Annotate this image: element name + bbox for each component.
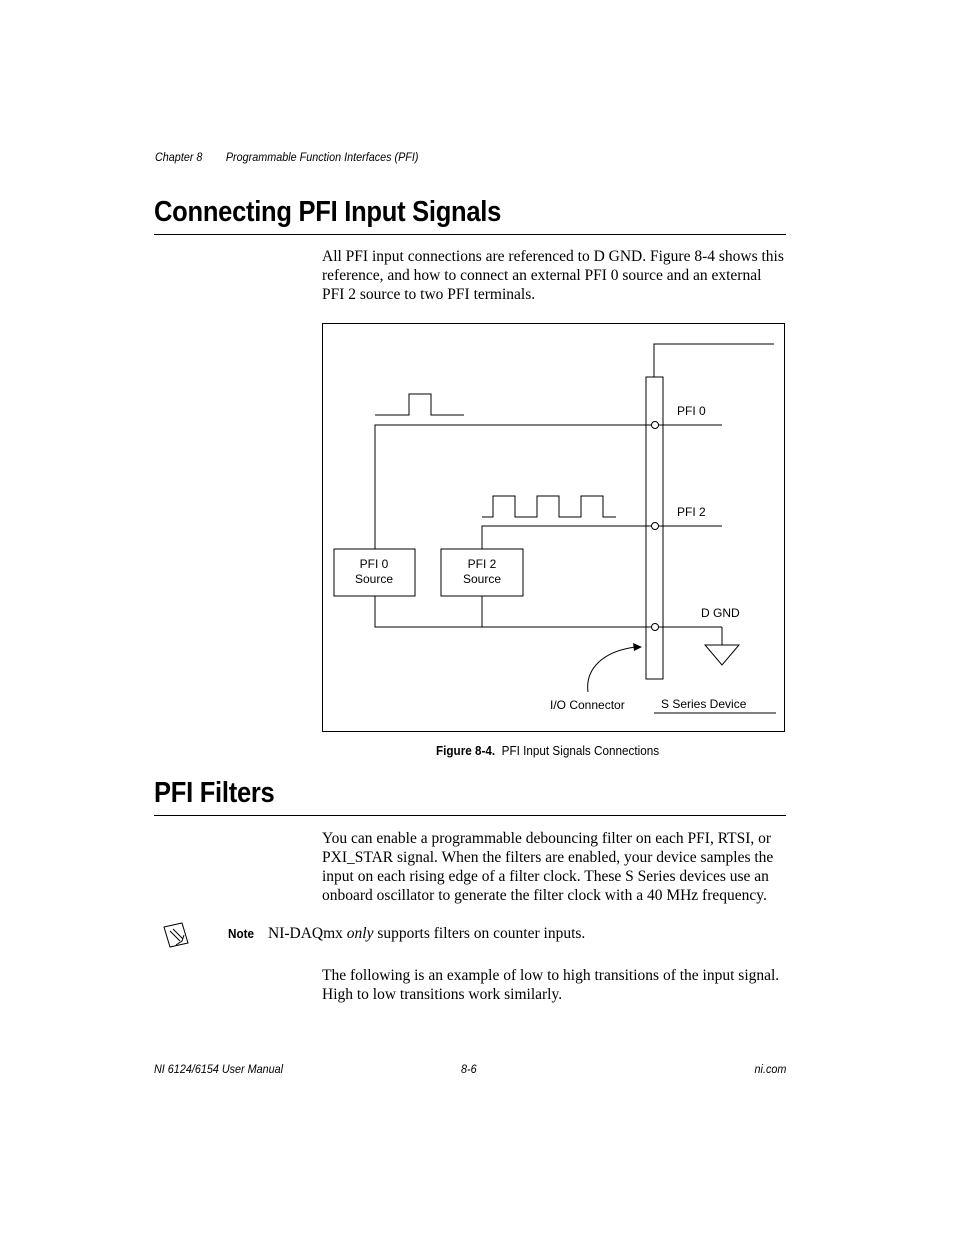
note-text <box>268 925 585 943</box>
figure-title: PFI Input Signals Connections <box>501 743 660 758</box>
paragraph-line: The following is an example of low to high transitions of the input signal. <box>322 967 780 984</box>
heading-rule <box>154 234 786 235</box>
chapter-number: Chapter 8 <box>155 150 203 164</box>
io-connector-arrow <box>588 647 636 692</box>
paragraph-line: onboard oscillator to generate the filter clock with a 40 MHz frequency. <box>322 887 767 904</box>
pfi-connection-diagram <box>323 324 786 733</box>
device-outline-top <box>654 344 774 377</box>
dgnd-terminal <box>652 624 659 631</box>
paragraph-line: PXI_STAR signal. When the filters are enabled, your device samples the <box>322 849 774 866</box>
paragraph-line: PFI 2 source to two PFI terminals. <box>322 286 536 303</box>
pfi2-pulse-train-waveform <box>482 496 616 517</box>
paragraph-line: You can enable a programmable debouncing filter on each PFI, RTSI, or <box>322 830 772 847</box>
footer-page-number: 8-6 <box>461 1062 477 1076</box>
ground-symbol-icon <box>705 645 739 665</box>
pfi2-terminal-label: PFI 2 <box>677 505 706 519</box>
s-series-device-label: S Series Device <box>661 697 747 711</box>
running-header <box>155 150 419 164</box>
paragraph-line: All PFI input connections are referenced to D GND. Figure 8-4 shows this <box>322 248 784 265</box>
note-label: Note <box>228 926 255 941</box>
pfi2-wire <box>482 526 722 549</box>
pfi2-terminal <box>652 523 659 530</box>
pfi2-source-label-line2: Source <box>462 572 502 586</box>
ground-wire-left <box>375 596 722 627</box>
figure-number: Figure 8-4. <box>436 743 496 758</box>
pfi0-terminal-label: PFI 0 <box>677 404 706 418</box>
filters-paragraph <box>322 829 790 905</box>
heading-rule <box>154 815 786 816</box>
io-connector-label: I/O Connector <box>550 698 625 712</box>
arrowhead-icon <box>633 643 642 651</box>
note-emphasis: only <box>346 925 374 942</box>
pfi0-source-label-line2: Source <box>354 572 394 586</box>
figure-caption <box>436 743 659 758</box>
section-heading-connecting-pfi: Connecting PFI Input Signals <box>154 196 502 228</box>
footer-manual-title: NI 6124/6154 User Manual <box>154 1062 284 1076</box>
paragraph-line: High to low transitions work similarly. <box>322 986 563 1003</box>
paragraph-line: reference, and how to connect an external PFI 0 source and an external <box>322 267 762 284</box>
pfi0-wire <box>375 425 722 549</box>
figure-8-4 <box>322 323 785 732</box>
transitions-paragraph <box>322 966 790 1004</box>
pfi0-source-label-line1: PFI 0 <box>359 557 389 571</box>
intro-paragraph <box>322 247 790 304</box>
paragraph-line: input on each rising edge of a filter clock. These S Series devices use an <box>322 868 769 885</box>
section-heading-pfi-filters: PFI Filters <box>154 777 275 809</box>
footer-website: ni.com <box>754 1062 786 1076</box>
chapter-title: Programmable Function Interfaces (PFI) <box>225 150 419 164</box>
pfi2-source-label-line1: PFI 2 <box>467 557 497 571</box>
note-suffix: supports filters on counter inputs. <box>373 925 586 942</box>
note-prefix: NI-DAQmx <box>268 925 347 942</box>
dgnd-label: D GND <box>701 606 740 620</box>
note-icon <box>162 921 190 949</box>
pfi0-pulse-waveform <box>375 394 464 415</box>
pfi0-terminal <box>652 422 659 429</box>
